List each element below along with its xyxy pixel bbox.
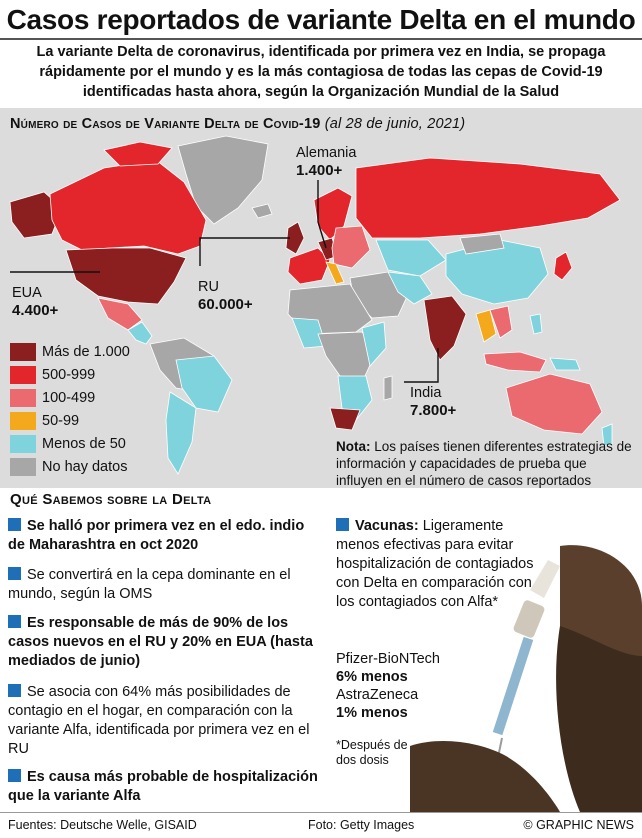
fact-item — [8, 768, 318, 806]
bullet-square-icon — [8, 684, 21, 697]
map-note — [336, 438, 636, 489]
region-indonesia — [484, 352, 546, 372]
callout-line-uk — [200, 238, 290, 266]
fact-text: Se asocia con 64% más posibilidades de contagio en el hogar, en comparación con la variante Alfa, identificada por primera vez en el RU — [8, 684, 310, 757]
bullet-square-icon — [8, 615, 21, 628]
vaccines-label: Vacunas: — [355, 518, 419, 534]
fact-text: Es causa más probable de hospitalización que la variante Alfa — [8, 769, 318, 804]
region-central-asia — [376, 240, 446, 276]
pfizer-name: Pfizer-BioNTech — [336, 651, 440, 667]
pfizer-value: 6% menos — [336, 669, 408, 685]
map-note-text: Los países tienen diferentes estrategias de información y capacidades de prueba que influyen en el número de casos reportados — [336, 439, 632, 488]
vaccines-text — [336, 517, 536, 612]
map-heading-title: Número de Casos de Variante Delta de Covid-19 — [10, 116, 321, 132]
legend-swatch — [10, 435, 36, 453]
fact-text: Es responsable de más de 90% de los casos nuevos en el RU y 20% en EUA (hasta mediados de junio) — [8, 615, 313, 669]
region-canada-islands — [104, 142, 172, 166]
region-canada — [50, 160, 206, 254]
legend-swatch — [10, 366, 36, 384]
bullet-square-icon — [8, 769, 21, 782]
fact-text: Se halló por primera vez en el edo. indio de Maharashtra en oct 2020 — [8, 518, 305, 553]
page-title: Casos reportados de variante Delta en el mundo — [0, 0, 642, 40]
intro-text: La variante Delta de coronavirus, identificada por primera vez en India, se propaga rápidamente por el mundo y es la más contagiosa de todas las cepas de Covid-19 identificadas hasta ahora, según la Organización Mundial de la Salud — [36, 44, 606, 100]
callout-uk-name: RU — [198, 279, 219, 295]
region-madagascar — [384, 376, 392, 400]
fact-item — [8, 517, 318, 555]
map-heading-date: (al 28 de junio, 2021) — [324, 116, 466, 132]
vaccine-footnote: *Después de dos dosis — [336, 738, 408, 767]
callout-line-india — [404, 348, 438, 382]
fact-text: Se convertirá en la cepa dominante en el mundo, según la OMS — [8, 567, 291, 602]
callout-india-name: India — [410, 385, 442, 401]
legend-label: No hay datos — [42, 458, 128, 475]
world-map-panel — [0, 108, 642, 488]
region-australia — [506, 374, 602, 434]
footer — [0, 812, 642, 838]
legend-swatch — [10, 412, 36, 430]
callout-usa — [12, 284, 58, 320]
callout-germany — [296, 144, 356, 180]
callout-usa-name: EUA — [12, 285, 42, 301]
region-china — [446, 240, 548, 304]
legend-item — [10, 386, 130, 409]
bullet-square-icon — [8, 567, 21, 580]
legend-item — [10, 455, 130, 478]
legend-swatch — [10, 458, 36, 476]
legend-label: Menos de 50 — [42, 435, 126, 452]
map-heading — [10, 116, 465, 132]
legend-item — [10, 409, 130, 432]
region-russia — [356, 158, 620, 238]
callout-germany-value: 1.400+ — [296, 162, 343, 179]
region-japan — [554, 252, 572, 280]
legend-label: 500-999 — [42, 366, 96, 383]
legend-label: Más de 1.000 — [42, 343, 130, 360]
legend-swatch — [10, 389, 36, 407]
region-eastern-europe — [332, 226, 370, 268]
callout-india — [410, 384, 456, 420]
callout-india-value: 7.800+ — [410, 402, 457, 419]
map-legend — [10, 340, 130, 478]
footer-sources: Fuentes: Deutsche Welle, GISAID — [8, 818, 197, 832]
fact-item — [8, 614, 318, 671]
region-papua — [550, 358, 580, 370]
bullet-square-icon — [8, 518, 21, 531]
legend-swatch — [10, 343, 36, 361]
fact-item — [8, 566, 318, 604]
legend-item — [10, 432, 130, 455]
region-philippines — [530, 314, 542, 334]
region-south-africa — [330, 408, 360, 430]
facts-heading: Qué Sabemos sobre la Delta — [10, 491, 212, 508]
callout-uk — [198, 278, 253, 314]
region-south-america-south — [166, 392, 196, 474]
footer-photo-credit: Foto: Getty Images — [308, 818, 415, 832]
callout-germany-name: Alemania — [296, 145, 357, 161]
astra-name: AstraZeneca — [336, 687, 419, 703]
vaccine-efficacy-list — [336, 650, 440, 722]
legend-label: 50-99 — [42, 412, 80, 429]
region-usa — [66, 248, 186, 304]
bullet-square-icon — [336, 518, 349, 531]
fact-item — [8, 683, 318, 759]
callout-uk-value: 60.000+ — [198, 296, 253, 313]
vaccines-body: Ligeramente menos efectivas para evitar hospitalización de contagiados con Delta en comparación con los contagiados con Alfa* — [336, 518, 534, 610]
map-note-label: Nota: — [336, 439, 371, 454]
footer-copyright: © GRAPHIC NEWS — [523, 818, 634, 832]
callout-usa-value: 4.400+ — [12, 302, 59, 319]
region-india — [424, 296, 466, 360]
legend-item — [10, 340, 130, 363]
astra-value: 1% menos — [336, 705, 408, 721]
legend-label: 100-499 — [42, 389, 96, 406]
legend-item — [10, 363, 130, 386]
region-iceland — [252, 204, 272, 218]
